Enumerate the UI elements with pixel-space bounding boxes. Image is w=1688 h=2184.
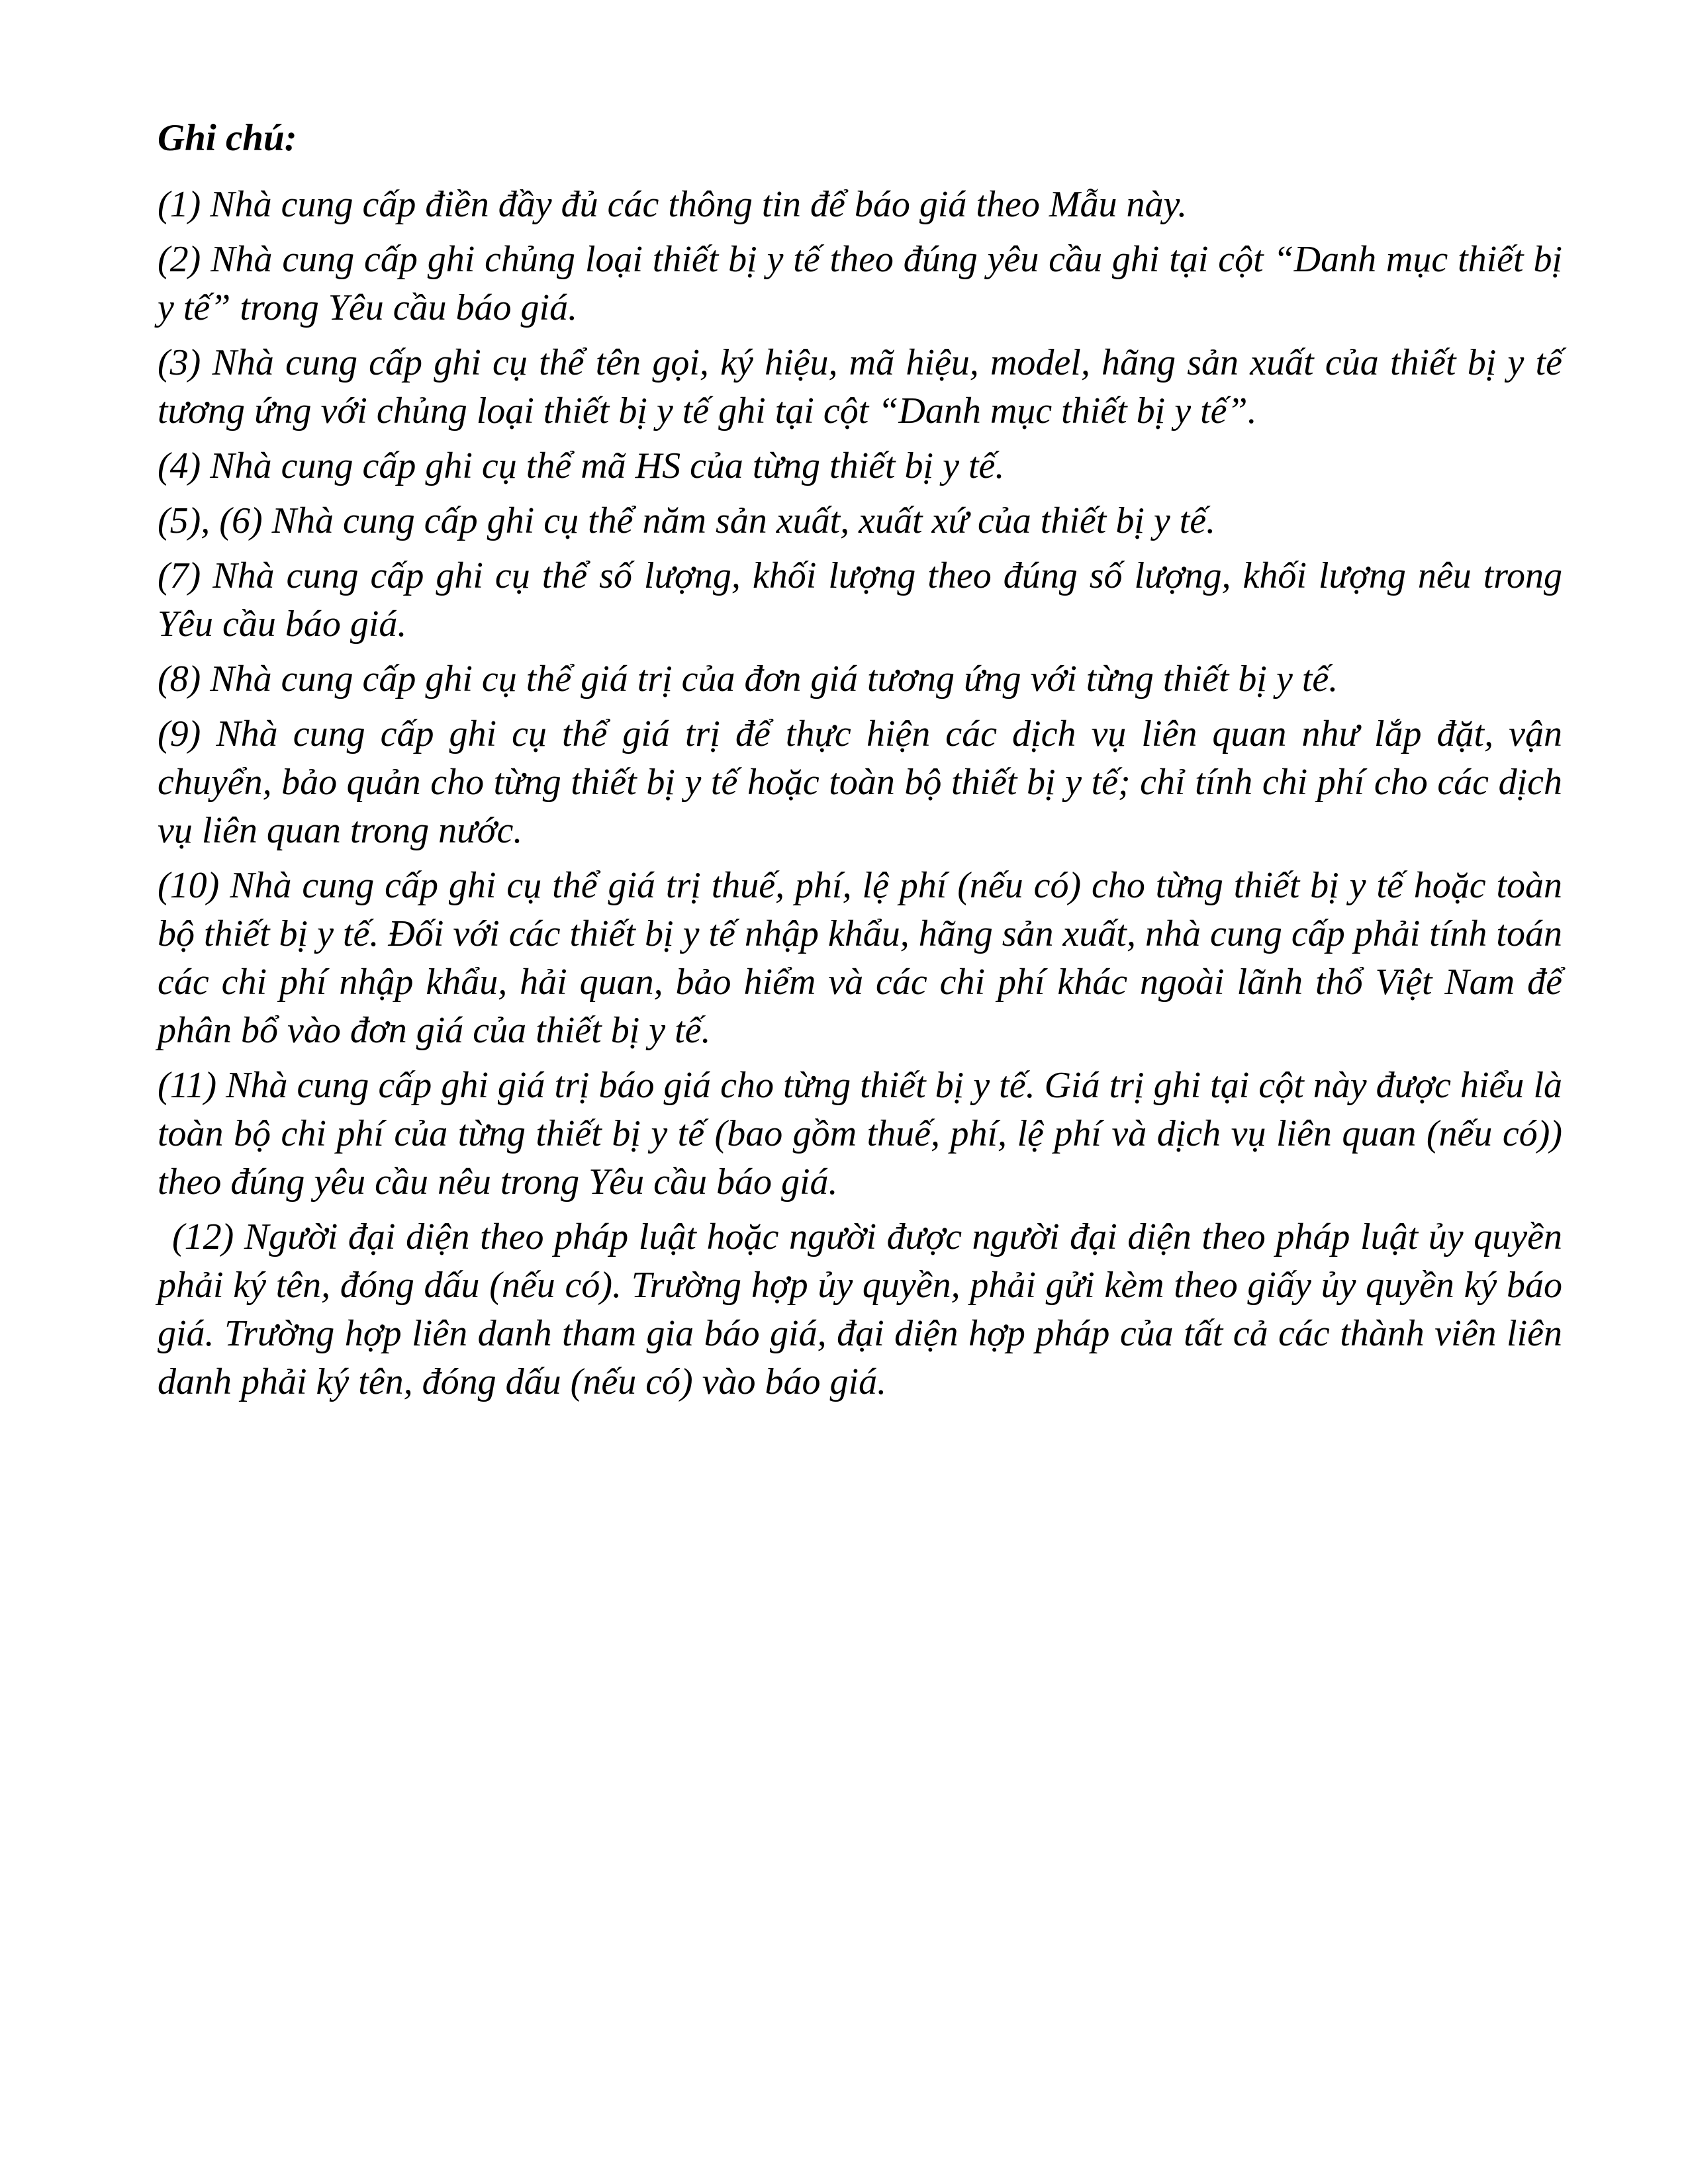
- note-paragraph: (1) Nhà cung cấp điền đầy đủ các thông tin để báo giá theo Mẫu này.: [158, 184, 1188, 225]
- note-paragraph: (5), (6) Nhà cung cấp ghi cụ thể năm sản xuất, xuất xứ của thiết bị y tế.: [158, 500, 1216, 541]
- note-paragraph: (2) Nhà cung cấp ghi chủng loại thiết bị y tế theo đúng yêu cầu ghi tại cột “Danh mục thiết bị y tế” trong Yêu cầu báo giá.: [158, 239, 1562, 328]
- note-paragraph: (4) Nhà cung cấp ghi cụ thể mã HS của từng thiết bị y tế.: [158, 445, 1005, 486]
- note-paragraph: (11) Nhà cung cấp ghi giá trị báo giá cho từng thiết bị y tế. Giá trị ghi tại cột này được hiểu là toàn bộ chi phí của từng thiết bị y tế (bao gồm thuế, phí, lệ phí và dịch vụ liên quan (nếu có)) theo đúng yêu cầu nêu trong Yêu cầu báo giá.: [158, 1065, 1562, 1203]
- note-paragraph: (8) Nhà cung cấp ghi cụ thể giá trị của đơn giá tương ứng với từng thiết bị y tế.: [158, 659, 1338, 700]
- notes-list: [158, 181, 1562, 1406]
- note-paragraph: (10) Nhà cung cấp ghi cụ thể giá trị thuế, phí, lệ phí (nếu có) cho từng thiết bị y tế hoặc toàn bộ thiết bị y tế. Đối với các thiết bị y tế nhập khẩu, hãng sản xuất, nhà cung cấp phải tính toán các chi phí nhập khẩu, hải quan, bảo hiểm và các chi phí khác ngoài lãnh thổ Việt Nam để phân bổ vào đơn giá của thiết bị y tế.: [158, 865, 1562, 1051]
- note-paragraph: (9) Nhà cung cấp ghi cụ thể giá trị để thực hiện các dịch vụ liên quan như lắp đặt, vận chuyển, bảo quản cho từng thiết bị y tế hoặc toàn bộ thiết bị y tế; chỉ tính chi phí cho các dịch vụ liên quan trong nước.: [158, 713, 1562, 851]
- note-paragraph: (7) Nhà cung cấp ghi cụ thể số lượng, khối lượng theo đúng số lượng, khối lượng nêu trong Yêu cầu báo giá.: [158, 555, 1562, 645]
- notes-heading: Ghi chú:: [158, 117, 297, 159]
- note-paragraph: (3) Nhà cung cấp ghi cụ thể tên gọi, ký hiệu, mã hiệu, model, hãng sản xuất của thiết bị y tế tương ứng với chủng loại thiết bị y tế ghi tại cột “Danh mục thiết bị y tế”.: [158, 342, 1562, 432]
- note-paragraph: (12) Người đại diện theo pháp luật hoặc người được người đại diện theo pháp luật ủy quyền phải ký tên, đóng dấu (nếu có). Trường hợp ủy quyền, phải gửi kèm theo giấy ủy quyền ký báo giá. Trường hợp liên danh tham gia báo giá, đại diện hợp pháp của tất cả các thành viên liên danh phải ký tên, đóng dấu (nếu có) vào báo giá.: [158, 1216, 1562, 1402]
